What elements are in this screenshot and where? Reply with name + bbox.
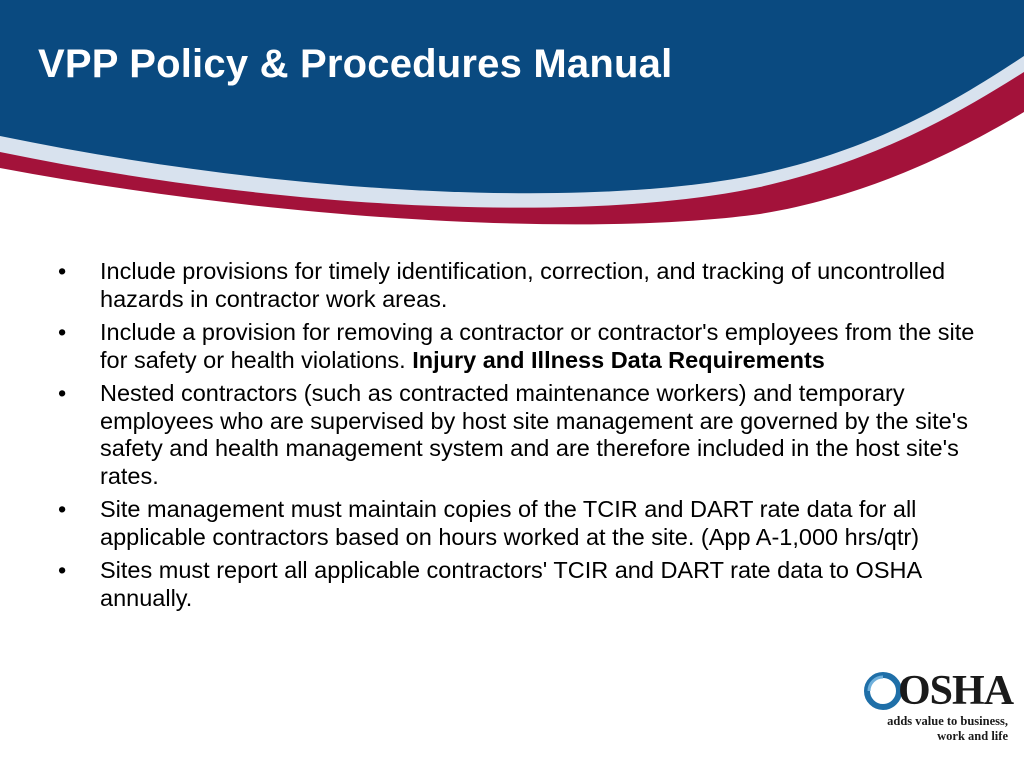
bullet-item [58,557,976,612]
bullet-item [58,380,976,490]
bullet-text: Sites must report all applicable contractors' TCIR and DART rate data to OSHA annually. [100,557,921,611]
osha-tagline [858,714,1008,744]
bullet-item [58,319,976,374]
bullet-list [58,258,976,618]
bullet-item [58,496,976,551]
bullet-marker: • [58,319,67,345]
bullet-text: Nested contractors (such as contracted maintenance workers) and temporary employees who are supervised by host site management are governed by the site's safety and health management system and are therefore included in the host site's rates. [100,380,968,489]
bullet-marker: • [58,496,67,522]
osha-logo [858,668,1014,758]
bullet-marker: • [58,380,67,406]
osha-wordmark: OSHA [898,668,1014,714]
bullet-marker: • [58,258,67,284]
osha-ring-icon [864,672,902,710]
osha-tagline-line: work and life [937,729,1008,743]
bullet-marker: • [58,557,67,583]
slide-title: VPP Policy & Procedures Manual [38,42,673,86]
bullet-text: Include a provision for removing a contractor or contractor's employees from the site for safety or health violations. Injury and Illness Data Requirements [100,319,975,373]
bullet-text: Site management must maintain copies of the TCIR and DART rate data for all applicable contractors based on hours worked at the site. (App A-1,000 hrs/qtr) [100,496,920,550]
bullet-item [58,258,976,313]
bullet-bold-heading: Injury and Illness Data Requirements [412,346,825,373]
bullet-text: Include provisions for timely identification, correction, and tracking of uncontrolled hazards in contractor work areas. [100,258,946,312]
header-swoosh-banner [0,0,1024,230]
osha-tagline-line: adds value to business, [887,714,1008,728]
